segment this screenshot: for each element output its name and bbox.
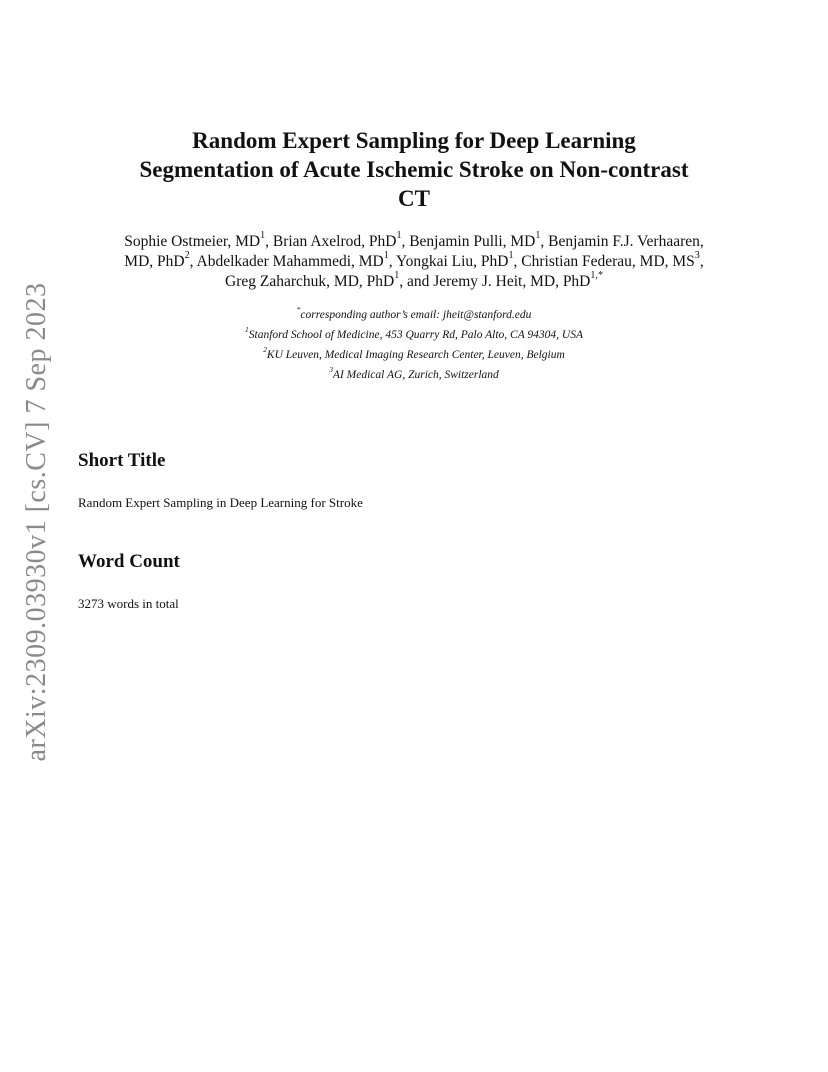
affil-mark: *: [296, 305, 301, 315]
title-line-1: Random Expert Sampling for Deep Learning: [192, 128, 636, 153]
affil-text: KU Leuven, Medical Imaging Research Center, Leuven, Belgium: [266, 349, 565, 361]
word-count-text: 3273 words in total: [78, 596, 179, 611]
word-count-heading: Word Count: [78, 551, 180, 572]
author-name: Greg Zaharchuk, MD, PhD: [225, 273, 395, 290]
author-name: , and Jeremy J. Heit, MD, PhD: [399, 273, 591, 290]
author-line-3: [60, 272, 768, 292]
author-name: , Benjamin Pulli, MD: [401, 233, 536, 250]
short-title-text: Random Expert Sampling in Deep Learning for Stroke: [78, 495, 363, 510]
author-line-1: [60, 232, 768, 252]
author-list: [60, 232, 768, 292]
title-line-2: Segmentation of Acute Ischemic Stroke on Non-contrast: [139, 157, 689, 182]
affil-text: AI Medical AG, Zurich, Switzerland: [332, 369, 499, 381]
corresponding-author-email: [60, 305, 768, 322]
author-line-2: [60, 252, 768, 272]
affil-mark: 2: [263, 345, 267, 355]
author-name: , Yongkai Liu, PhD: [388, 253, 509, 270]
author-name: , Christian Federau, MD, MS: [513, 253, 695, 270]
author-affil-mark: 1,*: [590, 270, 603, 282]
short-title-heading: Short Title: [78, 450, 166, 471]
author-affil-mark: 1: [396, 230, 402, 242]
author-separator: ,: [699, 253, 704, 270]
affiliation-2: [60, 345, 768, 362]
author-affil-mark: 1: [260, 230, 266, 242]
author-affil-mark: 1: [535, 230, 541, 242]
author-name: , Brian Axelrod, PhD: [265, 233, 397, 250]
affil-mark: 3: [329, 365, 333, 375]
author-affil-mark: 1: [394, 270, 400, 282]
arxiv-identifier: arXiv:2309.03930v1 [cs.CV] 7 Sep 2023: [21, 282, 52, 762]
author-affil-mark: 2: [184, 250, 190, 262]
author-name: , Abdelkader Mahammedi, MD: [189, 253, 384, 270]
affil-mark: 1: [245, 325, 249, 335]
paper-title: [60, 126, 768, 213]
author-affil-mark: 3: [694, 250, 700, 262]
title-line-3: CT: [398, 186, 430, 211]
affiliation-1: [60, 325, 768, 342]
affiliation-3: [60, 365, 768, 382]
affil-text: Stanford School of Medicine, 453 Quarry Rd, Palo Alto, CA 94304, USA: [248, 329, 583, 341]
author-affil-mark: 1: [383, 250, 389, 262]
author-name: , Benjamin F.J. Verhaaren,: [540, 233, 704, 250]
affil-text: corresponding author’s email: jheit@stanford.edu: [300, 309, 532, 321]
author-affil-mark: 1: [508, 250, 514, 262]
author-name: Sophie Ostmeier, MD: [124, 233, 261, 250]
author-name: MD, PhD: [124, 253, 185, 270]
